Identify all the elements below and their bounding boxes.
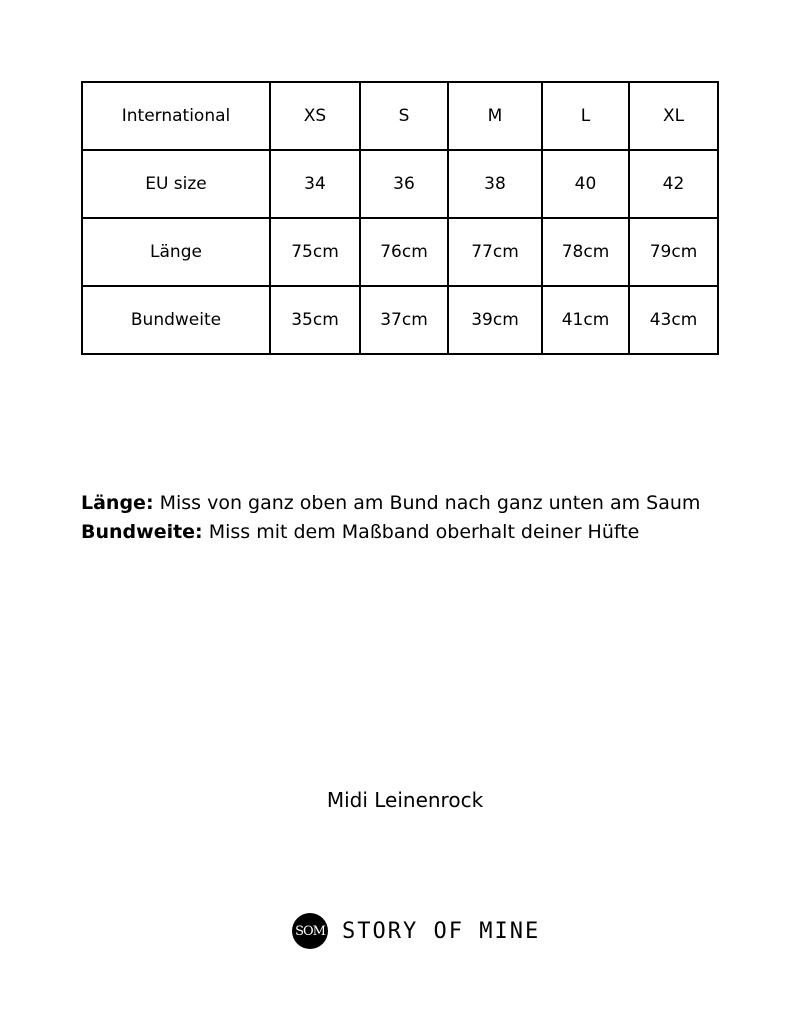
product-name: Midi Leinenrock [326,788,484,812]
table-cell: 76cm [360,218,448,286]
size-chart-table [81,81,719,355]
row-label: Länge [82,218,270,286]
brand-name: STORY OF MINE [342,918,541,944]
table-row [82,82,718,150]
table-cell: 79cm [629,218,718,286]
table-cell: 38 [448,150,542,218]
note-text: Miss mit dem Maßband oberhalt deiner Hüfte [202,521,640,543]
note-laenge [81,489,717,518]
table-cell: 39cm [448,286,542,354]
table-cell: 40 [542,150,629,218]
table-cell: 43cm [629,286,718,354]
measurement-notes [81,489,717,547]
row-label: International [82,82,270,150]
note-term: Bundweite: [81,521,203,543]
table-cell: XL [629,82,718,150]
brand-logo-icon: SOM [292,913,328,949]
table-cell: 78cm [542,218,629,286]
table-cell: 41cm [542,286,629,354]
table-cell: 77cm [448,218,542,286]
table-cell: S [360,82,448,150]
table-cell: 75cm [270,218,360,286]
note-bundweite [81,518,717,547]
note-text: Miss von ganz oben am Bund nach ganz unten am Saum [153,492,701,514]
brand-footer [292,913,540,949]
row-label: EU size [82,150,270,218]
row-label: Bundweite [82,286,270,354]
table-row [82,286,718,354]
table-row [82,150,718,218]
note-term: Länge: [81,492,154,514]
table-cell: M [448,82,542,150]
table-cell: 34 [270,150,360,218]
table-cell: XS [270,82,360,150]
table-row [82,218,718,286]
table-cell: 35cm [270,286,360,354]
table-cell: 36 [360,150,448,218]
table-cell: 37cm [360,286,448,354]
table-cell: 42 [629,150,718,218]
table-cell: L [542,82,629,150]
